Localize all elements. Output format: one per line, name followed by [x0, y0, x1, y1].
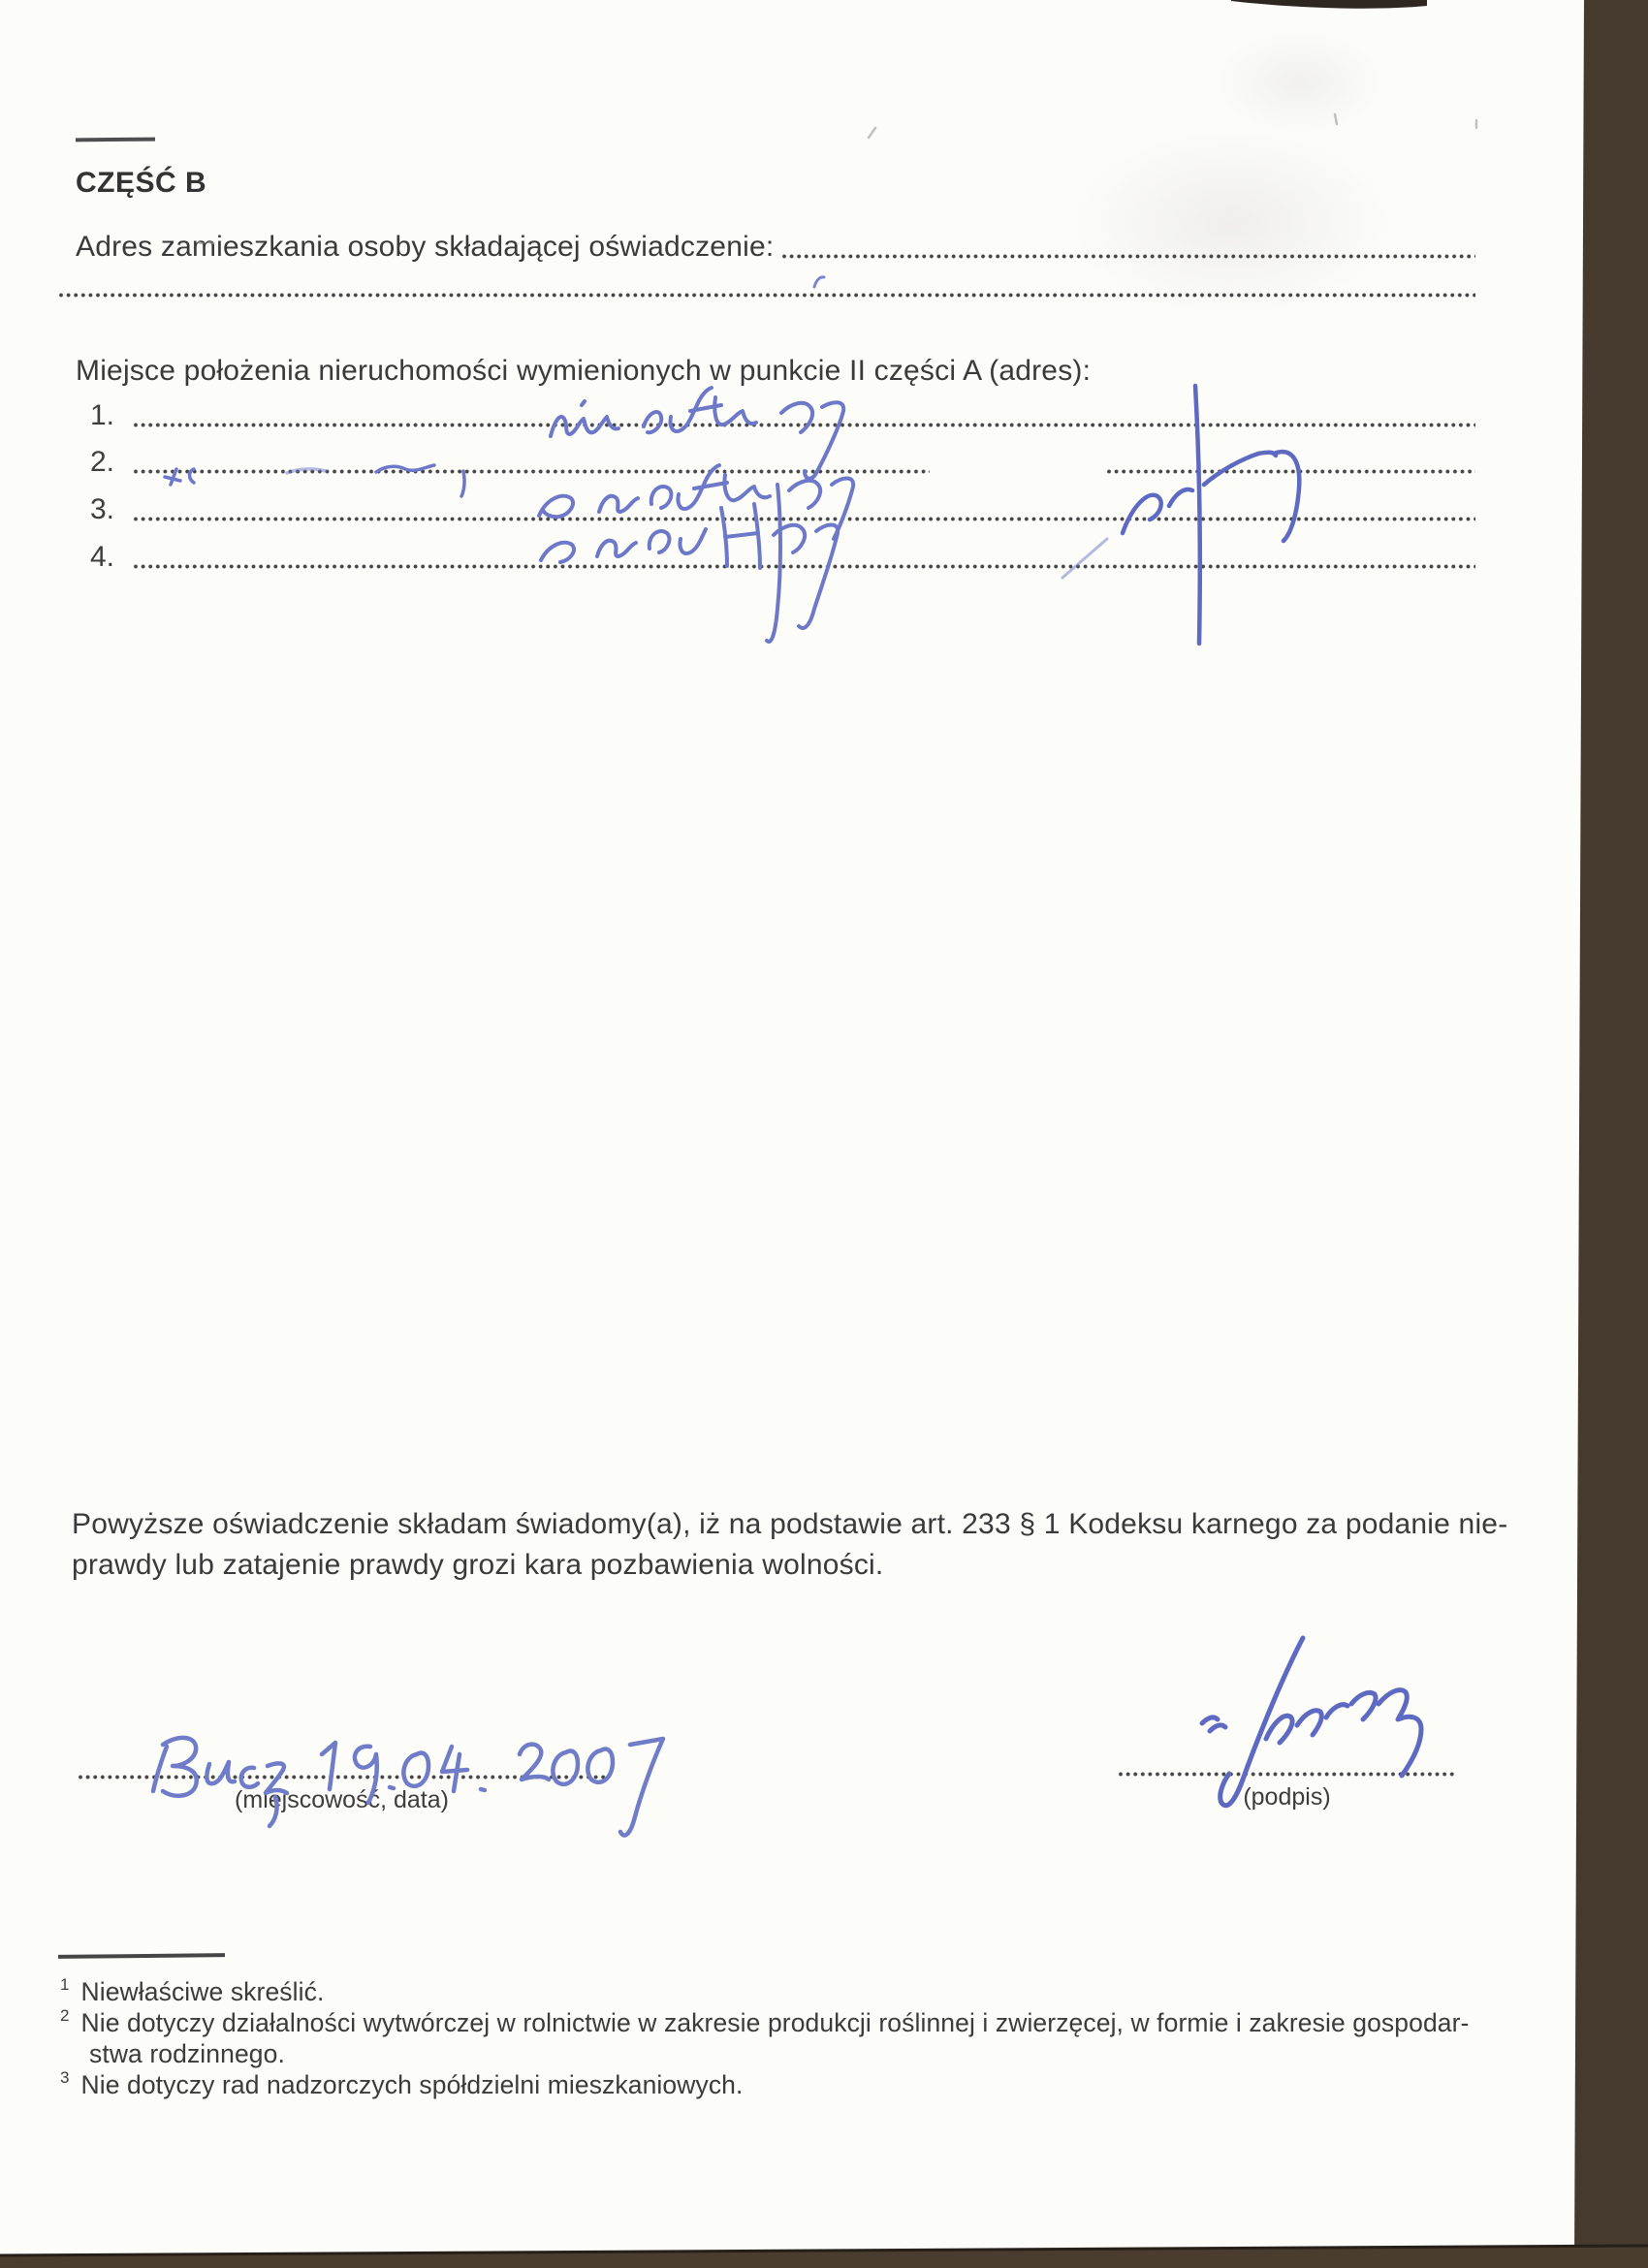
scan-edge-bottom: [0, 2246, 1648, 2268]
item-number: 4.: [90, 541, 115, 573]
footnote-3: [60, 2070, 743, 2100]
item-number: 2.: [90, 446, 115, 478]
scan-smudge: [1066, 126, 1396, 320]
scan-edge-top-sliver: [1231, 0, 1427, 9]
footnote-text: Nie dotyczy działalności wytwórczej w rolnictwie w zakresie produkcji roślinnej i zwierzęcej, w formie i zakresie gospodar-: [80, 2008, 1470, 2037]
declaration-line-1: Powyższe oświadczenie składam świadomy(a), iż na podstawie art. 233 § 1 Kodeksu karnego za podanie nie-: [72, 1508, 1508, 1540]
place-date-dotted-line: [78, 1774, 606, 1780]
scan-edge-right: [1574, 0, 1648, 2268]
footnote-text: Niewłaściwe skreślić.: [80, 1977, 325, 2006]
footnote-separator: [58, 1953, 225, 1959]
scan-edge-bottom-line: [0, 2246, 1648, 2255]
address-dotted-line-2: [58, 292, 1475, 299]
footnote-2: [60, 2008, 1469, 2038]
address-label: Adres zamieszkania osoby składającej oświadczenie:: [76, 231, 775, 263]
address-field-row: [76, 225, 1475, 264]
item-dotted-line: [133, 468, 930, 475]
footnote-marker: 2: [60, 2006, 70, 2025]
property-location-label: Miejsce położenia nieruchomości wymienionych w punkcie II części A (adres):: [76, 355, 1092, 387]
place-date-caption: (miejscowość, data): [235, 1786, 449, 1813]
footnote-marker: 1: [60, 1975, 70, 1994]
part-b-title: CZĘŚĆ B: [76, 167, 207, 199]
property-item-4: [90, 535, 1475, 574]
item-dotted-line: [133, 422, 1475, 428]
criminal-liability-declaration: [72, 1504, 1508, 1586]
address-dotted-line: [781, 253, 1475, 260]
property-item-3: [90, 488, 1475, 526]
item-number: 3.: [90, 493, 115, 525]
handwriting-signature: [1202, 1638, 1421, 1806]
signature-dotted-line: [1118, 1771, 1456, 1778]
item-dotted-line: [1106, 468, 1475, 475]
ink-tick: [814, 277, 824, 287]
item-dotted-line: [133, 563, 1475, 570]
footnote-text: Nie dotyczy rad nadzorczych spółdzielni mieszkaniowych.: [80, 2070, 744, 2099]
item-number: 1.: [90, 399, 115, 431]
item-dotted-line: [133, 516, 1475, 522]
footnote-1: [60, 1977, 324, 2007]
footnote-2-continued: [89, 2039, 285, 2069]
pen-dash-mark: [76, 138, 155, 142]
footnote-text: stwa rodzinnego.: [89, 2039, 285, 2068]
scan-speck-marks: [199, 114, 1476, 2255]
property-item-1: [90, 394, 1475, 432]
scan-smudge: [1212, 29, 1386, 136]
signature-caption: (podpis): [1243, 1783, 1331, 1811]
declaration-line-2: prawdy lub zatajenie prawdy grozi kara pozbawienia wolności.: [72, 1549, 884, 1581]
footnote-marker: 3: [60, 2068, 70, 2087]
property-item-2: [90, 440, 1475, 479]
